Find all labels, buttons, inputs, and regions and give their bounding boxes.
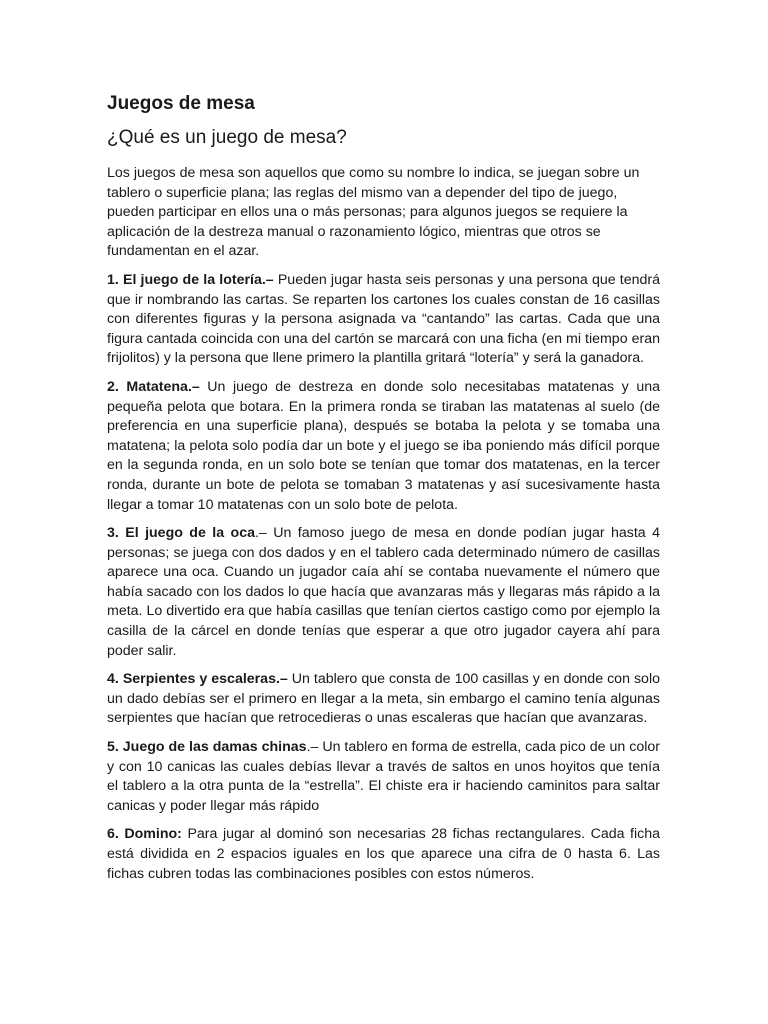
game-description: Para jugar al dominó son necesarias 28 fichas rectangulares. Cada ficha está dividida en 2 espacios iguales en los que aparece una cifra de 0 hasta 6. Las fichas cubren todas las combinaciones posibles con estos números. (107, 826, 660, 882)
game-item-domino (107, 825, 660, 884)
game-label: 1. El juego de la lotería.– (107, 271, 274, 288)
game-item-matatena (107, 378, 660, 515)
game-item-loteria (107, 271, 660, 369)
game-label: 3. El juego de la oca (107, 525, 255, 542)
game-label: 2. Matatena.– (107, 378, 200, 395)
game-label: 6. Domino: (107, 826, 182, 843)
game-description: Un tablero que consta de 100 casillas y en donde con solo un dado debías ser el primero en llegar a la meta, sin embargo el camino tenía algunas serpientes que hacían que retrocedieras o unas escaleras que hacían que avanzaras. (107, 671, 660, 727)
game-description: Pueden jugar hasta seis personas y una persona que tendrá que ir nombrando las cartas. Se reparten los cartones los cuales constan de 16 casillas con diferentes figuras y la persona asignada va “cantando” las cartas. Cada que una figura cantada coincida con una del cartón se marcará con una ficha (en mi tiempo eran frijolitos) y la persona que llene primero la plantilla gritará “lotería” y será la ganadora. (107, 271, 661, 367)
game-description: .– Un tablero en forma de estrella, cada pico de un color y con 10 canicas las cuales debías llevar a través de saltos en unos hoyitos que tenía el tablero a la otra punta de la “estrella”. El chiste era ir haciendo caminitos para saltar canicas y poder llegar más rápido (107, 739, 660, 814)
game-item-oca (107, 524, 660, 661)
document-page (107, 92, 660, 893)
game-item-damas-chinas (107, 738, 660, 816)
game-description: .– Un famoso juego de mesa en donde podían jugar hasta 4 personas; se juega con dos dados y en el tablero cada determinado número de casillas aparece una oca. Cuando un jugador caía ahí se contaba nuevamente el número que había sacado con los dados lo que hacía que avanzaras más y llegaras más rápido a la meta. Lo divertido era que había casillas que tenían ciertos castigo como por ejemplo la casilla de la cárcel en donde tenías que esperar a que otro jugador cayera ahí para poder salir. (107, 525, 660, 659)
game-item-serpientes (107, 670, 660, 729)
game-label: 5. Juego de las damas chinas (107, 739, 307, 756)
document-subtitle: ¿Qué es un juego de mesa? (107, 127, 347, 148)
document-title: Juegos de mesa (107, 93, 255, 114)
game-label: 4. Serpientes y escaleras.– (107, 671, 288, 688)
intro-paragraph: Los juegos de mesa son aquellos que como su nombre lo indica, se juegan sobre un tablero o superficie plana; las reglas del mismo van a depender del tipo de juego, pueden participar en ellos una o más personas; para algunos juegos se requiere la aplicación de la destreza manual o razonamiento lógico, mientras que otros se fundamentan en el azar. (107, 165, 640, 260)
game-description: Un juego de destreza en donde solo necesitabas matatenas y una pequeña pelota que botara. En la primera ronda se tiraban las matatenas al suelo (de preferencia en una superficie plana), después se botaba la pelota y se tomaba una matatena; la pelota solo podía dar un bote y el juego se iba poniendo más difícil porque en la segunda ronda, en un solo bote se tenían que tomar dos matatenas, en la tercer ronda, durante un bote de pelota se tomaban 3 matatenas y así sucesivamente hasta llegar a tomar 10 matatenas con un solo bote de pelota. (107, 378, 660, 513)
